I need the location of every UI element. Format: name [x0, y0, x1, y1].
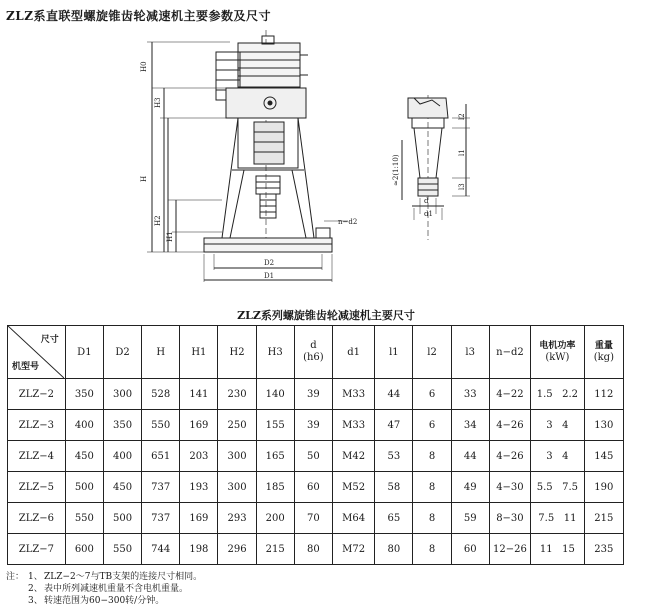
table-cell: 500 — [103, 503, 141, 534]
label-H3: H3 — [154, 97, 162, 108]
model-cell: ZLZ−3 — [8, 410, 66, 441]
table-cell: 300 — [103, 379, 141, 410]
table-cell: 550 — [65, 503, 103, 534]
table-cell: 200 — [256, 503, 294, 534]
table-cell: 130 — [584, 410, 623, 441]
model-cell: ZLZ−6 — [8, 503, 66, 534]
table-cell: 350 — [65, 379, 103, 410]
table-cell: 8 — [413, 503, 451, 534]
table-cell: 4−30 — [489, 472, 530, 503]
table-body — [8, 379, 624, 565]
table-cell: 80 — [294, 534, 332, 565]
notes-label: 注： — [6, 572, 25, 582]
table-cell: 744 — [142, 534, 180, 565]
model-cell: ZLZ−5 — [8, 472, 66, 503]
table-cell: 230 — [218, 379, 256, 410]
label-H: H — [140, 175, 148, 182]
table-cell: M64 — [332, 503, 374, 534]
table-cell: 1.5 2.2 — [531, 379, 585, 410]
table-cell: 80 — [375, 534, 413, 565]
label-H2: H2 — [154, 215, 162, 226]
label-H1: H1 — [166, 231, 174, 242]
table-cell: 169 — [180, 410, 218, 441]
label-taper: ≈2(1:10) — [392, 154, 400, 186]
table-cell: 44 — [451, 441, 489, 472]
note-item: 注： 1、 ZLZ−2～7与TB支架的连接尺寸相同。 — [6, 572, 203, 582]
table-cell: 737 — [142, 503, 180, 534]
table-cell: 8 — [413, 441, 451, 472]
header-cell: 电机功率 (kW) — [531, 326, 585, 379]
table-cell: 65 — [375, 503, 413, 534]
header-cell: d1 — [332, 326, 374, 379]
model-cell: ZLZ−7 — [8, 534, 66, 565]
table-cell: M33 — [332, 410, 374, 441]
label-l1: l1 — [458, 149, 466, 156]
table-cell: 140 — [256, 379, 294, 410]
table-cell: 185 — [256, 472, 294, 503]
table-cell: 400 — [65, 410, 103, 441]
table-cell: 500 — [65, 472, 103, 503]
table-cell: 12−26 — [489, 534, 530, 565]
notes — [6, 571, 202, 607]
table-cell: 11 15 — [531, 534, 585, 565]
header-cell: l3 — [451, 326, 489, 379]
table-cell: 145 — [584, 441, 623, 472]
table-cell: 169 — [180, 503, 218, 534]
spec-table — [7, 325, 624, 565]
table-cell: 300 — [218, 472, 256, 503]
table-cell: 58 — [375, 472, 413, 503]
table-cell: 8 — [413, 472, 451, 503]
label-d1: d1 — [424, 210, 433, 218]
model-cell: ZLZ−2 — [8, 379, 66, 410]
table-cell: 215 — [256, 534, 294, 565]
table-cell: 141 — [180, 379, 218, 410]
table-cell: 60 — [294, 472, 332, 503]
table-cell: 39 — [294, 410, 332, 441]
table-cell: 550 — [103, 534, 141, 565]
table-cell: 6 — [413, 379, 451, 410]
header-cell: D1 — [65, 326, 103, 379]
header-cell: H2 — [218, 326, 256, 379]
label-l2: l2 — [458, 113, 466, 120]
table-cell: 203 — [180, 441, 218, 472]
table-cell: 6 — [413, 410, 451, 441]
table-cell: 5.5 7.5 — [531, 472, 585, 503]
table-cell: 198 — [180, 534, 218, 565]
table-row — [8, 472, 624, 503]
table-cell: 193 — [180, 472, 218, 503]
label-d: d — [424, 197, 429, 205]
header-cell: H — [142, 326, 180, 379]
table-cell: 112 — [584, 379, 623, 410]
table-row — [8, 503, 624, 534]
table-cell: 215 — [584, 503, 623, 534]
table-cell: 70 — [294, 503, 332, 534]
model-cell: ZLZ−4 — [8, 441, 66, 472]
table-cell: 300 — [218, 441, 256, 472]
table-cell: 550 — [142, 410, 180, 441]
table-row — [8, 441, 624, 472]
corner-bottom-label: 机型号 — [12, 362, 40, 372]
table-cell: 293 — [218, 503, 256, 534]
table-cell: 4−22 — [489, 379, 530, 410]
header-cell: H3 — [256, 326, 294, 379]
table-cell: M72 — [332, 534, 374, 565]
header-cell: 重量 (kg) — [584, 326, 623, 379]
label-l3: l3 — [458, 183, 466, 190]
table-row — [8, 379, 624, 410]
table-cell: M52 — [332, 472, 374, 503]
table-cell: 600 — [65, 534, 103, 565]
header-cell: D2 — [103, 326, 141, 379]
table-cell: 296 — [218, 534, 256, 565]
table-cell: 59 — [451, 503, 489, 534]
table-header-row — [8, 326, 624, 379]
table-row — [8, 410, 624, 441]
table-cell: 350 — [103, 410, 141, 441]
table-cell: 47 — [375, 410, 413, 441]
table-cell: 49 — [451, 472, 489, 503]
corner-top-label: 尺寸 — [40, 335, 59, 345]
table-cell: 651 — [142, 441, 180, 472]
header-cell: l1 — [375, 326, 413, 379]
table-title: ZLZ系列螺旋锥齿轮减速机主要尺寸 — [237, 309, 415, 322]
table-cell: 4−26 — [489, 441, 530, 472]
table-cell: 400 — [103, 441, 141, 472]
table-cell: 53 — [375, 441, 413, 472]
label-n-d2: n−d2 — [338, 218, 358, 226]
label-D2: D2 — [264, 259, 275, 267]
table-cell: 33 — [451, 379, 489, 410]
header-cell: d (h6) — [294, 326, 332, 379]
table-row — [8, 534, 624, 565]
table-cell: 450 — [103, 472, 141, 503]
table-cell: M33 — [332, 379, 374, 410]
table-cell: 60 — [451, 534, 489, 565]
table-cell: 3 4 — [531, 441, 585, 472]
table-cell: 3 4 — [531, 410, 585, 441]
table-cell: 44 — [375, 379, 413, 410]
table-cell: 39 — [294, 379, 332, 410]
technical-drawing — [0, 0, 652, 300]
header-cell: l2 — [413, 326, 451, 379]
label-H0: H0 — [140, 61, 148, 72]
table-cell: 50 — [294, 441, 332, 472]
table-cell: 34 — [451, 410, 489, 441]
header-cell: n−d2 — [489, 326, 530, 379]
table-cell: 8 — [413, 534, 451, 565]
note-item: 2、 表中所列减速机重量不含电机重量。 — [28, 584, 189, 594]
table-cell: M42 — [332, 441, 374, 472]
table-cell: 737 — [142, 472, 180, 503]
header-cell: H1 — [180, 326, 218, 379]
table-cell: 235 — [584, 534, 623, 565]
table-cell: 155 — [256, 410, 294, 441]
table-cell: 528 — [142, 379, 180, 410]
table-cell: 4−26 — [489, 410, 530, 441]
table-cell: 7.5 11 — [531, 503, 585, 534]
table-cell: 190 — [584, 472, 623, 503]
table-cell: 450 — [65, 441, 103, 472]
page-title: ZLZ系直联型螺旋锥齿轮减速机主要参数及尺寸 — [6, 9, 271, 23]
label-D1: D1 — [264, 272, 275, 280]
table-cell: 250 — [218, 410, 256, 441]
header-corner — [8, 326, 66, 379]
note-item: 3、 转速范围为60−300转/分钟。 — [28, 596, 165, 606]
table-cell: 8−30 — [489, 503, 530, 534]
table-cell: 165 — [256, 441, 294, 472]
